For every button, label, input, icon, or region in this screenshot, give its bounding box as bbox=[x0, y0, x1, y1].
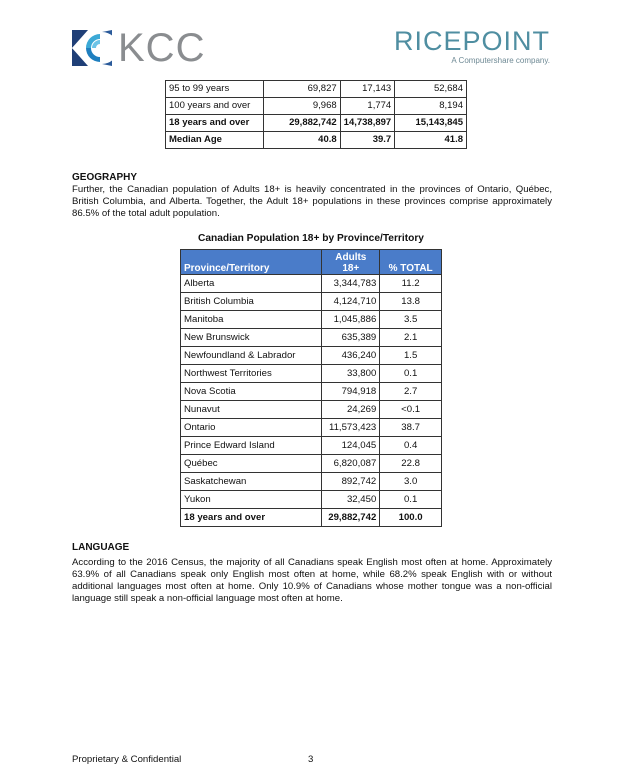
age-male: 1,774 bbox=[340, 98, 395, 115]
age-table-row bbox=[166, 81, 467, 98]
age-male: 14,738,897 bbox=[340, 115, 395, 132]
geography-heading: GEOGRAPHY bbox=[72, 172, 138, 183]
kcc-logo-text: KCC bbox=[118, 26, 206, 70]
province-row bbox=[181, 437, 442, 455]
age-female: 15,143,845 bbox=[395, 115, 467, 132]
province-percent: 38.7 bbox=[380, 419, 442, 437]
age-label: 18 years and over bbox=[166, 115, 264, 132]
province-percent: 0.1 bbox=[380, 365, 442, 383]
province-name: 18 years and over bbox=[181, 509, 322, 527]
province-adults: 124,045 bbox=[322, 437, 380, 455]
adults-header-line1: Adults bbox=[335, 252, 367, 263]
province-adults: 3,344,783 bbox=[322, 275, 380, 293]
province-name: Northwest Territories bbox=[181, 365, 322, 383]
province-adults: 4,124,710 bbox=[322, 293, 380, 311]
province-percent: 100.0 bbox=[380, 509, 442, 527]
age-table-row bbox=[166, 115, 467, 132]
province-name: Prince Edward Island bbox=[181, 437, 322, 455]
province-percent: 1.5 bbox=[380, 347, 442, 365]
adults-header-line2: 18+ bbox=[342, 263, 360, 274]
age-table bbox=[165, 80, 467, 149]
province-row bbox=[181, 383, 442, 401]
province-percent: 3.0 bbox=[380, 473, 442, 491]
province-table bbox=[180, 249, 442, 527]
province-percent: 13.8 bbox=[380, 293, 442, 311]
ricepoint-tagline: A Computershare company. bbox=[451, 56, 550, 65]
province-row bbox=[181, 473, 442, 491]
province-adults: 794,918 bbox=[322, 383, 380, 401]
age-label: Median Age bbox=[166, 132, 264, 149]
age-female: 52,684 bbox=[395, 81, 467, 98]
province-percent: 22.8 bbox=[380, 455, 442, 473]
province-name: British Columbia bbox=[181, 293, 322, 311]
province-adults: 635,389 bbox=[322, 329, 380, 347]
province-name: Yukon bbox=[181, 491, 322, 509]
column-header-percent: % TOTAL bbox=[380, 250, 442, 275]
age-total: 29,882,742 bbox=[263, 115, 340, 132]
age-table-row bbox=[166, 98, 467, 115]
province-name: Ontario bbox=[181, 419, 322, 437]
province-row bbox=[181, 455, 442, 473]
language-heading: LANGUAGE bbox=[72, 542, 130, 553]
province-name: Saskatchewan bbox=[181, 473, 322, 491]
province-row bbox=[181, 311, 442, 329]
province-adults: 33,800 bbox=[322, 365, 380, 383]
province-adults: 6,820,087 bbox=[322, 455, 380, 473]
footer-confidential: Proprietary & Confidential bbox=[72, 754, 182, 765]
page-number: 3 bbox=[308, 754, 314, 765]
province-adults: 436,240 bbox=[322, 347, 380, 365]
province-name: Nova Scotia bbox=[181, 383, 322, 401]
kcc-logo bbox=[72, 28, 222, 68]
province-percent: 2.1 bbox=[380, 329, 442, 347]
province-row bbox=[181, 365, 442, 383]
ricepoint-logo-text: RICEPOINT bbox=[393, 26, 550, 56]
province-percent: 3.5 bbox=[380, 311, 442, 329]
province-row bbox=[181, 329, 442, 347]
province-row bbox=[181, 347, 442, 365]
geography-paragraph: Further, the Canadian population of Adults 18+ is heavily concentrated in the provinces of Ontario, Québec, British Columbia, and Alberta. Together, the Adult 18+ populations in these provinces comprise approximately 86.5% of the total adult population. bbox=[72, 184, 552, 219]
province-row bbox=[181, 275, 442, 293]
province-row bbox=[181, 419, 442, 437]
province-percent: <0.1 bbox=[380, 401, 442, 419]
age-female: 8,194 bbox=[395, 98, 467, 115]
province-adults: 892,742 bbox=[322, 473, 380, 491]
province-percent: 2.7 bbox=[380, 383, 442, 401]
province-percent: 11.2 bbox=[380, 275, 442, 293]
age-female: 41.8 bbox=[395, 132, 467, 149]
language-paragraph: According to the 2016 Census, the majority of all Canadians speak English most often at home. Approximately 63.9% of all Canadians speak only English most often at home, while 68.2% speak English with or without additional languages most often at home. Only 10.9% of Canadians whose mother tongue was a non-official language still speak a non-official language most often at home. bbox=[72, 557, 552, 604]
age-male: 17,143 bbox=[340, 81, 395, 98]
age-total: 69,827 bbox=[263, 81, 340, 98]
province-name: Newfoundland & Labrador bbox=[181, 347, 322, 365]
age-label: 95 to 99 years bbox=[166, 81, 264, 98]
age-male: 39.7 bbox=[340, 132, 395, 149]
age-total: 40.8 bbox=[263, 132, 340, 149]
province-name: Nunavut bbox=[181, 401, 322, 419]
province-row bbox=[181, 293, 442, 311]
province-adults: 11,573,423 bbox=[322, 419, 380, 437]
column-header-adults bbox=[322, 250, 380, 275]
age-table-row bbox=[166, 132, 467, 149]
province-adults: 24,269 bbox=[322, 401, 380, 419]
province-percent: 0.1 bbox=[380, 491, 442, 509]
age-label: 100 years and over bbox=[166, 98, 264, 115]
province-total-row bbox=[181, 509, 442, 527]
province-name: Alberta bbox=[181, 275, 322, 293]
age-total: 9,968 bbox=[263, 98, 340, 115]
province-table-caption: Canadian Population 18+ by Province/Territory bbox=[198, 233, 424, 244]
province-name: Manitoba bbox=[181, 311, 322, 329]
province-row bbox=[181, 401, 442, 419]
province-adults: 1,045,886 bbox=[322, 311, 380, 329]
province-percent: 0.4 bbox=[380, 437, 442, 455]
province-table-header-row bbox=[181, 250, 442, 275]
province-adults: 29,882,742 bbox=[322, 509, 380, 527]
province-name: New Brunswick bbox=[181, 329, 322, 347]
column-header-province: Province/Territory bbox=[181, 250, 322, 275]
province-row bbox=[181, 491, 442, 509]
province-name: Québec bbox=[181, 455, 322, 473]
kcc-wave-logo-icon bbox=[72, 30, 112, 66]
province-adults: 32,450 bbox=[322, 491, 380, 509]
ricepoint-logo bbox=[394, 26, 550, 65]
